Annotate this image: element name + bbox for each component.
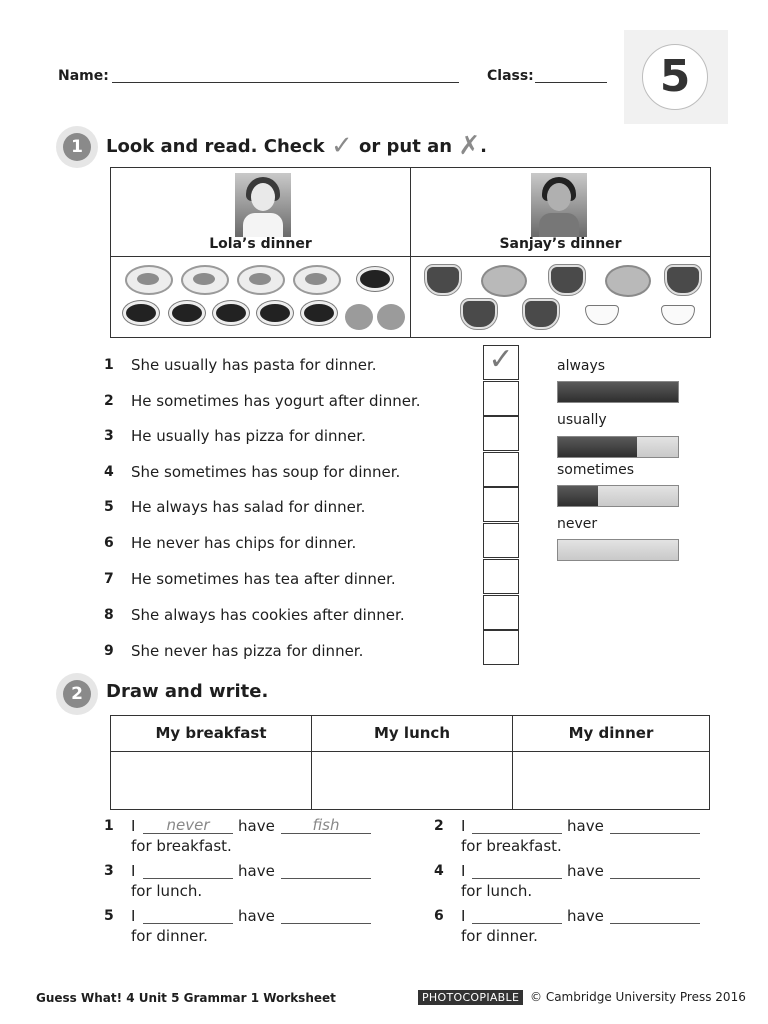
sanjay-food-cell	[411, 257, 710, 337]
soup-bowl-icon	[257, 301, 293, 325]
frequency-label: sometimes	[557, 462, 635, 478]
section-1-number: 1	[63, 133, 91, 161]
soup-bowl-icon	[357, 267, 393, 291]
sentence-text: He never has chips for dinner.	[131, 534, 357, 552]
answer-blank[interactable]: never	[143, 816, 233, 834]
word-have: have	[238, 862, 275, 880]
item-ending: for lunch.	[461, 882, 533, 900]
sentence-text: He sometimes has tea after dinner.	[131, 570, 396, 588]
answer-blank[interactable]	[472, 816, 562, 834]
frequency-label: never	[557, 516, 598, 532]
salad-bowl-icon	[665, 265, 701, 295]
answer-blank[interactable]	[610, 861, 700, 879]
sentence-text: He sometimes has yogurt after dinner.	[131, 392, 421, 410]
word-have: have	[567, 817, 604, 835]
soup-bowl-icon	[169, 301, 205, 325]
teacup-icon	[585, 305, 619, 325]
salad-bowl-icon	[425, 265, 461, 295]
answer-box[interactable]	[483, 381, 519, 416]
sanjay-header-cell	[411, 168, 710, 256]
answer-box[interactable]	[483, 452, 519, 487]
word-i: I	[461, 862, 466, 880]
item-number: 5	[104, 908, 114, 924]
word-have: have	[567, 907, 604, 925]
answer-blank[interactable]: fish	[281, 816, 371, 834]
pasta-plate-icon	[181, 265, 229, 295]
soup-bowl-icon	[301, 301, 337, 325]
answer-box[interactable]	[483, 595, 519, 630]
lunch-drawing-area[interactable]	[312, 752, 512, 809]
lola-food-cell	[111, 257, 410, 337]
dinner-table	[110, 167, 711, 338]
answer-box[interactable]	[483, 523, 519, 558]
sanjay-caption: Sanjay’s dinner	[499, 236, 622, 252]
pasta-plate-icon	[237, 265, 285, 295]
section-1-instruction	[106, 131, 487, 161]
salad-bowl-icon	[549, 265, 585, 295]
meals-table	[110, 715, 710, 810]
frequency-bar	[557, 539, 679, 561]
column-header: My lunch	[374, 724, 450, 742]
sentence-number: 3	[104, 428, 114, 444]
pizza-icon	[481, 265, 527, 297]
soup-bowl-icon	[213, 301, 249, 325]
sentence-text: She sometimes has soup for dinner.	[131, 463, 401, 481]
answer-box[interactable]	[483, 416, 519, 451]
soup-bowl-icon	[123, 301, 159, 325]
breakfast-drawing-area[interactable]	[111, 752, 311, 809]
sentence-text: He usually has pizza for dinner.	[131, 427, 366, 445]
answer-blank[interactable]	[610, 816, 700, 834]
instruction-text-b: or put an	[359, 136, 453, 157]
word-i: I	[131, 817, 136, 835]
answer-box[interactable]	[483, 630, 519, 665]
sentence-number: 7	[104, 571, 114, 587]
sentence-number: 6	[104, 535, 114, 551]
instruction-text-c: .	[480, 136, 487, 157]
check-mark-icon: ✓	[330, 131, 353, 161]
frequency-label: always	[557, 358, 606, 374]
unit-number: 5	[659, 51, 691, 102]
section-2-number: 2	[63, 680, 91, 708]
item-ending: for breakfast.	[131, 837, 232, 855]
teacup-icon	[661, 305, 695, 325]
frequency-bar	[557, 485, 679, 507]
name-label: Name:	[58, 68, 109, 84]
class-field[interactable]	[535, 82, 607, 83]
section-2-badge	[56, 673, 98, 715]
item-number: 3	[104, 863, 114, 879]
word-i: I	[131, 862, 136, 880]
sentence-text: She never has pizza for dinner.	[131, 642, 364, 660]
salad-bowl-icon	[523, 299, 559, 329]
word-have: have	[238, 907, 275, 925]
answer-blank[interactable]	[143, 906, 233, 924]
word-have: have	[238, 817, 275, 835]
answer-box[interactable]	[483, 487, 519, 522]
sentence-number: 4	[104, 464, 114, 480]
sentence-text: She always has cookies after dinner.	[131, 606, 405, 624]
answer-check-icon: ✓	[488, 342, 514, 377]
answer-box[interactable]	[483, 559, 519, 594]
pasta-plate-icon	[125, 265, 173, 295]
unit-badge	[624, 30, 728, 124]
frequency-label: usually	[557, 412, 607, 428]
answer-blank[interactable]	[281, 906, 371, 924]
frequency-bar	[557, 381, 679, 403]
frequency-bar	[557, 436, 679, 458]
sentence-number: 5	[104, 499, 114, 515]
word-i: I	[461, 817, 466, 835]
instruction-text-a: Look and read. Check	[106, 136, 325, 157]
pizza-icon	[605, 265, 651, 297]
answer-blank[interactable]	[281, 861, 371, 879]
word-i: I	[131, 907, 136, 925]
salad-bowl-icon	[461, 299, 497, 329]
item-ending: for breakfast.	[461, 837, 562, 855]
answer-blank[interactable]	[143, 861, 233, 879]
item-ending: for dinner.	[131, 927, 208, 945]
name-field[interactable]	[112, 82, 459, 83]
column-header: My dinner	[568, 724, 654, 742]
photocopiable-badge: PHOTOCOPIABLE	[418, 990, 523, 1005]
word-i: I	[461, 907, 466, 925]
answer-blank[interactable]	[610, 906, 700, 924]
answer-blank[interactable]	[472, 906, 562, 924]
sentence-text: He always has salad for dinner.	[131, 498, 366, 516]
word-have: have	[567, 862, 604, 880]
sentence-number: 2	[104, 393, 114, 409]
pasta-plate-icon	[293, 265, 341, 295]
sentence-number: 9	[104, 643, 114, 659]
sanjay-photo	[531, 173, 587, 237]
item-ending: for lunch.	[131, 882, 203, 900]
cross-mark-icon: ✗	[458, 131, 481, 161]
item-number: 6	[434, 908, 444, 924]
item-number: 4	[434, 863, 444, 879]
class-label: Class:	[487, 68, 534, 84]
lola-photo	[235, 173, 291, 237]
answer-box[interactable]	[483, 342, 519, 380]
sentence-text: She usually has pasta for dinner.	[131, 356, 377, 374]
answer-blank[interactable]	[472, 861, 562, 879]
item-ending: for dinner.	[461, 927, 538, 945]
lola-header-cell	[111, 168, 410, 256]
sentence-number: 8	[104, 607, 114, 623]
lola-caption: Lola’s dinner	[209, 236, 312, 252]
cookie-icon	[345, 304, 373, 330]
sentence-number: 1	[104, 357, 114, 373]
item-number: 2	[434, 818, 444, 834]
column-header: My breakfast	[155, 724, 267, 742]
section-2-instruction: Draw and write.	[106, 681, 269, 702]
dinner-drawing-area[interactable]	[513, 752, 709, 809]
item-number: 1	[104, 818, 114, 834]
section-1-badge	[56, 126, 98, 168]
copyright-text: © Cambridge University Press 2016	[530, 990, 746, 1004]
footer-title: Guess What! 4 Unit 5 Grammar 1 Worksheet	[36, 991, 336, 1005]
cookie-icon	[377, 304, 405, 330]
